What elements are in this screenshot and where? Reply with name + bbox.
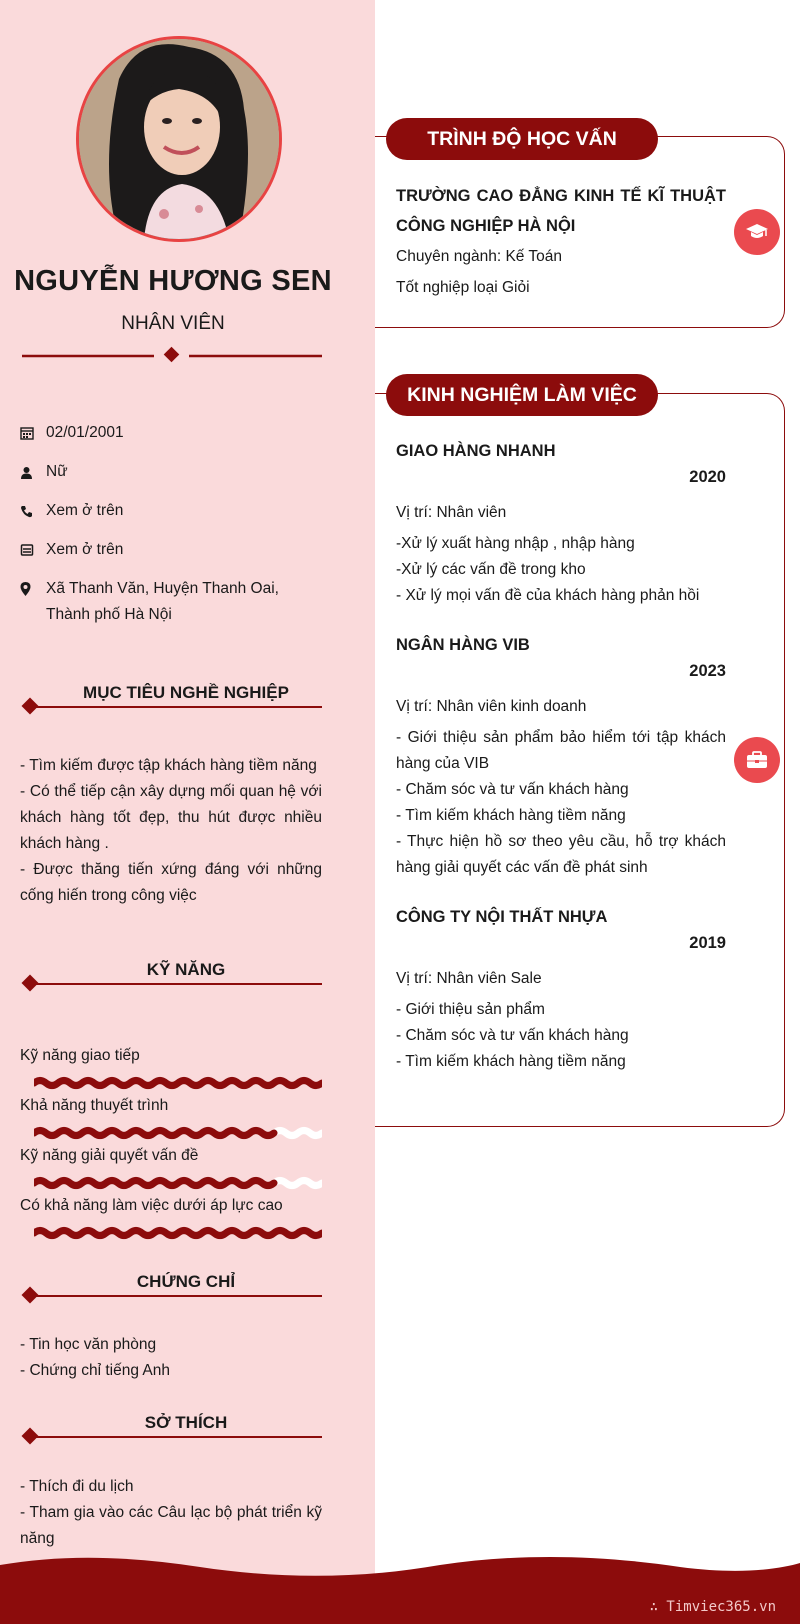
- education-grade: Tốt nghiệp loại Giỏi: [396, 279, 530, 296]
- calendar-icon: [20, 420, 46, 446]
- contact-phone: Xem ở trên: [20, 498, 123, 524]
- certificates-list: - Tin học văn phòng - Chứng chỉ tiếng Anh: [20, 1336, 170, 1379]
- job-company: GIAO HÀNG NHANH: [396, 442, 556, 460]
- avatar: [76, 36, 282, 242]
- job-duties: -Xử lý xuất hàng nhập , nhập hàng -Xử lý các vấn đề trong kho - Xử lý mọi vấn đề của khách hàng phản hồi: [396, 535, 700, 604]
- candidate-name: NGUYỄN HƯƠNG SEN: [14, 265, 332, 297]
- job-duties: - Giới thiệu sản phẩm - Chăm sóc và tư vấn khách hàng - Tìm kiếm khách hàng tiềm năng: [396, 1001, 629, 1070]
- experience-heading: KINH NGHIỆM LÀM VIỆC: [386, 374, 658, 416]
- skill-bar: [34, 1176, 322, 1190]
- location-icon: [20, 576, 46, 602]
- name-divider: [22, 346, 332, 366]
- hobbies-list: - Thích đi du lịch - Tham gia vào các Câu lạc bộ phát triển kỹ năng: [20, 1478, 322, 1547]
- job-position: Vị trí: Nhân viên: [396, 504, 507, 521]
- job-year: 2020: [689, 468, 726, 486]
- skill-bar-fill: [34, 1181, 274, 1186]
- skill-label: Có khả năng làm việc dưới áp lực cao: [20, 1197, 283, 1214]
- job-position: Vị trí: Nhân viên kinh doanh: [396, 698, 587, 715]
- phone-icon: [20, 498, 46, 524]
- skill-bar-fill: [34, 1231, 322, 1236]
- education-major: Chuyên ngành: Kế Toán: [396, 248, 563, 265]
- graduation-cap-icon: [734, 209, 780, 255]
- candidate-title: NHÂN VIÊN: [121, 313, 225, 334]
- briefcase-icon: [734, 737, 780, 783]
- skill-bar: [34, 1126, 322, 1140]
- user-icon: [20, 459, 46, 485]
- skills-heading: KỸ NĂNG: [20, 960, 322, 990]
- education-school: TRƯỜNG CAO ĐẲNG KINH TẾ KĨ THUẬT CÔNG NGHIỆP HÀ NỘI: [396, 187, 726, 235]
- diamond-marker: [22, 1287, 39, 1304]
- skill-label: Kỹ năng giao tiếp: [20, 1047, 140, 1064]
- job-position: Vị trí: Nhân viên Sale: [396, 970, 542, 987]
- education-heading: TRÌNH ĐỘ HỌC VẤN: [386, 118, 658, 160]
- diamond-marker: [22, 975, 39, 992]
- portrait-photo: [79, 39, 279, 239]
- skill-label: Kỹ năng giải quyết vấn đề: [20, 1147, 199, 1164]
- skill-label: Khả năng thuyết trình: [20, 1097, 169, 1114]
- objective-text: - Tìm kiếm được tập khách hàng tiềm năng - Có thể tiếp cận xây dựng mối quan hệ với khách hàng tốt đẹp, thu hút được nhiều khách hàng . - Được thăng tiến xứng đáng với những cống hiến trong công việc: [20, 757, 322, 904]
- contact-email: Xem ở trên: [20, 537, 123, 563]
- certificates-heading: CHỨNG CHỈ: [20, 1272, 322, 1302]
- watermark: ∴ Timviec365.vn: [649, 1599, 776, 1615]
- objective-heading: MỤC TIÊU NGHỀ NGHIỆP: [20, 683, 322, 713]
- diamond-marker: [22, 698, 39, 715]
- email-icon: [20, 537, 46, 563]
- job-duties: - Giới thiệu sản phẩm bảo hiểm tới tập khách hàng của VIB - Chăm sóc và tư vấn khách hàng - Tìm kiếm khách hàng tiềm năng - Thực hiện hồ sơ theo yêu cầu, hỗ trợ khách hàng giải quyết các vấn đề phát sinh: [396, 729, 726, 876]
- job-year: 2019: [689, 934, 726, 952]
- skill-bar-fill: [34, 1081, 322, 1086]
- contact-birthday: 02/01/2001: [20, 420, 124, 446]
- contact-gender: Nữ: [20, 459, 68, 485]
- job-company: CÔNG TY NỘI THẤT NHỰA: [396, 908, 608, 926]
- skill-bar: [34, 1076, 322, 1090]
- job-year: 2023: [689, 662, 726, 680]
- job-company: NGÂN HÀNG VIB: [396, 636, 530, 654]
- skill-bar: [34, 1226, 322, 1240]
- hobbies-heading: SỞ THÍCH: [20, 1413, 322, 1443]
- contact-address: Xã Thanh Văn, Huyện Thanh Oai, Thành phố Hà Nội: [20, 576, 279, 628]
- diamond-marker: [22, 1428, 39, 1445]
- skill-bar-fill: [34, 1131, 274, 1136]
